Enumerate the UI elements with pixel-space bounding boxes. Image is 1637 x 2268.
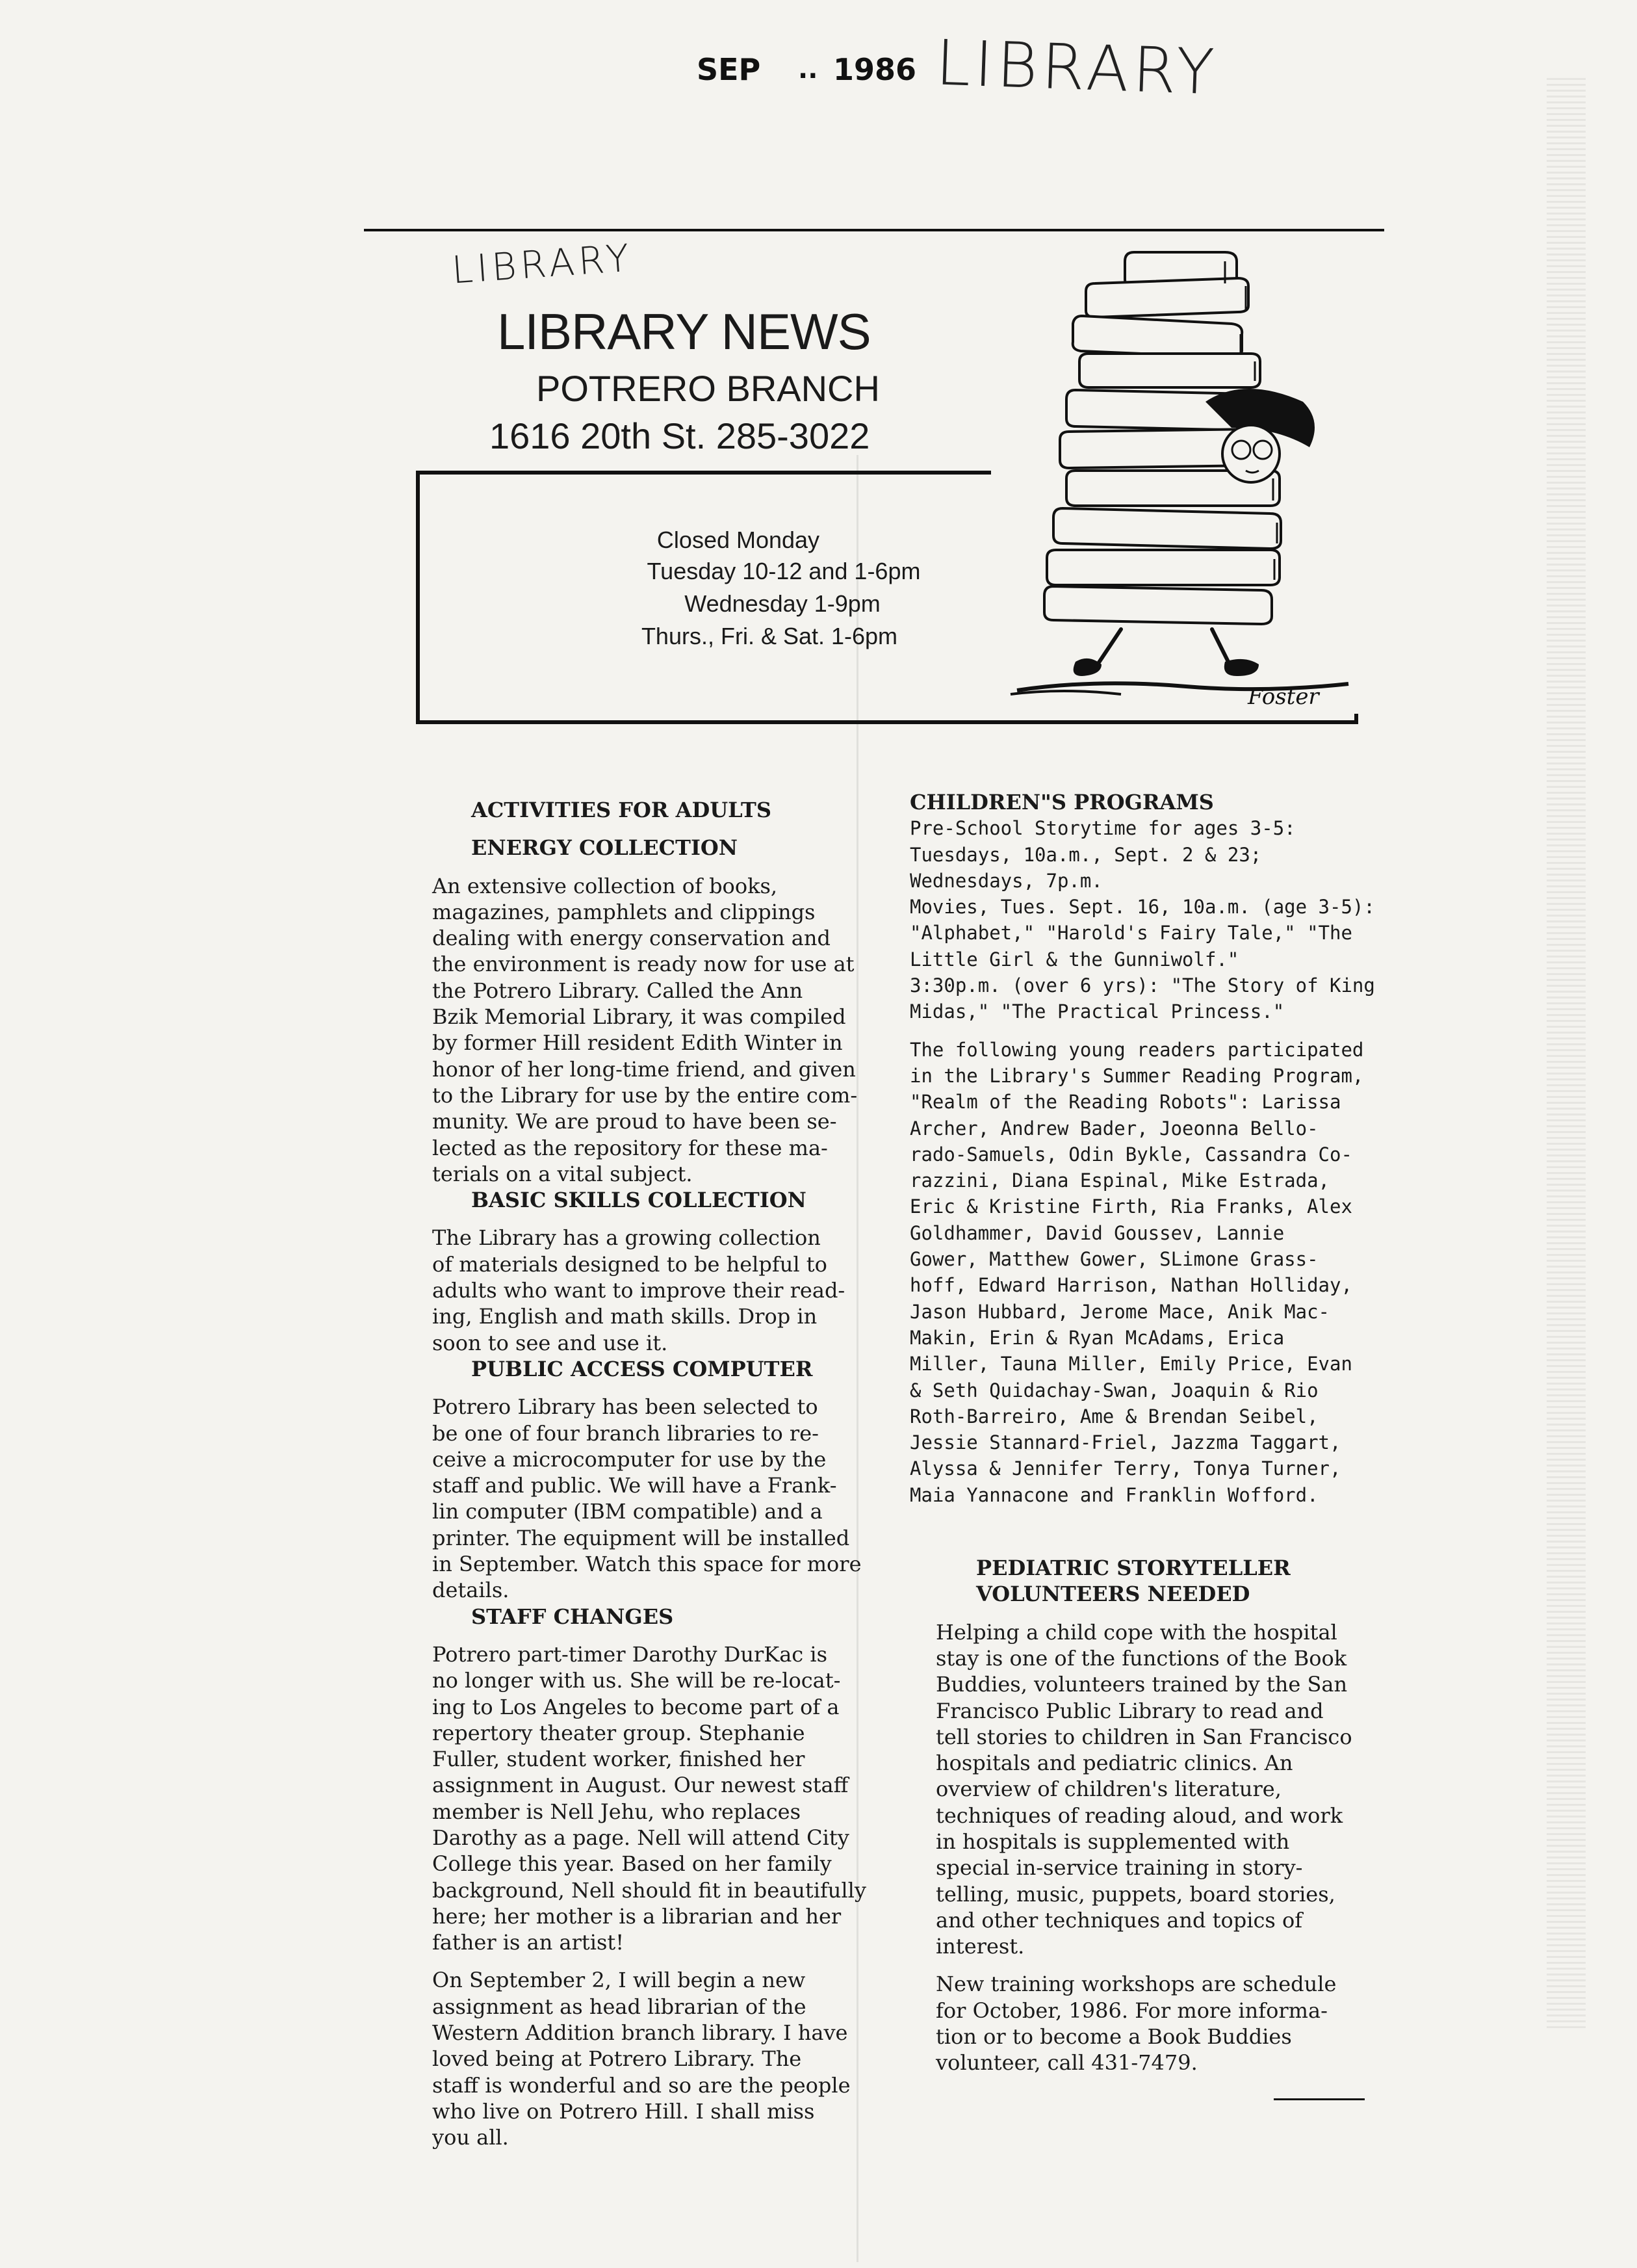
- heading-volunteers-needed: VOLUNTEERS NEEDED: [976, 1582, 1250, 1607]
- end-rule: [1274, 2098, 1365, 2100]
- text-line: background, Nell should fit in beautifully: [432, 1877, 866, 1903]
- text-line: Darothy as a page. Nell will attend City: [432, 1825, 849, 1850]
- date-stamp-year: 1986: [833, 52, 917, 87]
- stack-of-books-cartoon-icon: [991, 246, 1368, 714]
- text-line: 3:30p.m. (over 6 yrs): "The Story of King: [910, 974, 1375, 997]
- artist-signature: Foster: [1248, 684, 1319, 710]
- text-line: Eric & Kristine Firth, Ria Franks, Alex: [910, 1195, 1352, 1218]
- text-line: and other techniques and topics of: [936, 1907, 1303, 1933]
- handwritten-library-label: LIBRARY: [935, 26, 1220, 109]
- handwritten-library-note: LIBRARY: [450, 235, 635, 293]
- text-line: staff and public. We will have a Frank-: [432, 1473, 837, 1498]
- text-line: assignment in August. Our newest staff: [432, 1773, 849, 1798]
- text-line: in the Library's Summer Reading Program,: [910, 1064, 1364, 1087]
- text-line: special in-service training in story-: [936, 1855, 1303, 1881]
- text-line: Francisco Public Library to read and: [936, 1698, 1324, 1723]
- hours-line: Wednesday 1-9pm: [684, 590, 881, 617]
- text-line: Miller, Tauna Miller, Emily Price, Evan: [910, 1353, 1352, 1375]
- public-computer-body: [432, 1394, 900, 1603]
- text-line: telling, music, puppets, board stories,: [936, 1881, 1335, 1907]
- text-line: The Library has a growing collection: [432, 1225, 821, 1251]
- text-line: tell stories to children in San Francisco: [936, 1724, 1352, 1749]
- date-stamp-dots: ..: [798, 55, 818, 85]
- text-line: Archer, Andrew Bader, Joeonna Bello-: [910, 1117, 1319, 1140]
- text-line: techniques of reading aloud, and work: [936, 1803, 1343, 1828]
- text-line: of materials designed to be helpful to: [432, 1251, 827, 1277]
- heading-staff-changes: STAFF CHANGES: [471, 1604, 674, 1629]
- text-line: Buddies, volunteers trained by the San: [936, 1672, 1348, 1697]
- pediatric-storyteller-body: [910, 1619, 1423, 2076]
- text-line: overview of children's literature,: [936, 1777, 1282, 1802]
- text-line: soon to see and use it.: [432, 1330, 668, 1355]
- text-line: member is Nell Jehu, who replaces: [432, 1799, 801, 1824]
- childrens-programs-body: [910, 815, 1423, 1508]
- heading-pediatric-storyteller: PEDIATRIC STORYTELLER: [976, 1556, 1291, 1581]
- text-line: razzini, Diana Espinal, Mike Estrada,: [910, 1169, 1330, 1192]
- text-line: hoff, Edward Harrison, Nathan Holliday,: [910, 1274, 1352, 1297]
- section-heading-adults: ACTIVITIES FOR ADULTS: [471, 798, 771, 822]
- text-line: the Potrero Library. Called the Ann: [432, 978, 803, 1003]
- scan-edge-noise: [1547, 78, 1586, 2028]
- text-line: father is an artist!: [432, 1930, 625, 1955]
- text-line: for October, 1986. For more informa-: [936, 1998, 1328, 2023]
- text-line: & Seth Quidachay-Swan, Joaquin & Rio: [910, 1379, 1319, 1401]
- text-line: tion or to become a Book Buddies: [936, 2024, 1292, 2050]
- text-line: Roth-Barreiro, Ame & Brendan Seibel,: [910, 1405, 1319, 1427]
- text-line: in September. Watch this space for more: [432, 1552, 862, 1577]
- energy-collection-body: [432, 873, 900, 1188]
- text-line: who live on Potrero Hill. I shall miss: [432, 2098, 815, 2124]
- text-line: Little Girl & the Gunniwolf.": [910, 948, 1239, 971]
- text-line: Helping a child cope with the hospital: [936, 1619, 1337, 1645]
- staff-changes-body: [432, 1641, 900, 1956]
- masthead-top-rule: [364, 229, 1384, 231]
- date-stamp-month: SEP: [697, 52, 761, 87]
- text-line: repertory theater group. Stephanie: [432, 1720, 805, 1745]
- text-line: here; her mother is a librarian and her: [432, 1903, 842, 1929]
- text-line: loved being at Potrero Library. The: [432, 2046, 802, 2072]
- text-line: printer. The equipment will be installed: [432, 1525, 850, 1550]
- heading-basic-skills: BASIC SKILLS COLLECTION: [471, 1188, 806, 1213]
- text-line: honor of her long-time friend, and given: [432, 1056, 856, 1082]
- text-line: hospitals and pediatric clinics. An: [936, 1751, 1293, 1776]
- text-line: rado-Samuels, Odin Bykle, Cassandra Co-: [910, 1143, 1352, 1166]
- text-line: adults who want to improve their read-: [432, 1278, 845, 1303]
- text-line: Maia Yannacone and Franklin Wofford.: [910, 1483, 1319, 1506]
- text-line: ing to Los Angeles to become part of a: [432, 1694, 840, 1719]
- text-line: munity. We are proud to have been se-: [432, 1109, 837, 1134]
- text-line: Alyssa & Jennifer Terry, Tonya Turner,: [910, 1457, 1341, 1480]
- text-line: Midas," "The Practical Princess.": [910, 1000, 1285, 1023]
- text-line: New training workshops are schedule: [936, 1972, 1337, 1997]
- heading-childrens-programs: CHILDREN"S PROGRAMS: [910, 790, 1214, 815]
- text-line: An extensive collection of books,: [432, 873, 778, 898]
- masthead-address: 1616 20th St. 285-3022: [489, 415, 870, 456]
- text-line: "Realm of the Reading Robots": Larissa: [910, 1091, 1341, 1114]
- text-line: assignment as head librarian of the: [432, 1994, 806, 2019]
- text-line: no longer with us. She will be re-locat-: [432, 1668, 841, 1693]
- text-line: by former Hill resident Edith Winter in: [432, 1030, 843, 1056]
- text-line: the environment is ready now for use at: [432, 952, 855, 977]
- text-line: Western Addition branch library. I have: [432, 2020, 848, 2046]
- text-line: Makin, Erin & Ryan McAdams, Erica: [910, 1326, 1285, 1349]
- basic-skills-body: [432, 1225, 900, 1355]
- text-line: Goldhammer, David Goussev, Lannie: [910, 1221, 1285, 1244]
- text-line: Pre-School Storytime for ages 3-5:: [910, 817, 1296, 840]
- text-line: College this year. Based on her family: [432, 1851, 832, 1877]
- hours-line: Thurs., Fri. & Sat. 1-6pm: [641, 623, 898, 649]
- text-line: Potrero Library has been selected to: [432, 1394, 818, 1420]
- text-line: interest.: [936, 1934, 1025, 1959]
- text-line: Fuller, student worker, finished her: [432, 1747, 805, 1772]
- text-line: you all.: [432, 2125, 509, 2150]
- text-line: lected as the repository for these ma-: [432, 1135, 828, 1160]
- right-column: [910, 789, 1423, 2076]
- text-line: Jessie Stannard-Friel, Jazzma Taggart,: [910, 1431, 1341, 1454]
- text-line: be one of four branch libraries to re-: [432, 1420, 819, 1446]
- text-line: "Alphabet," "Harold's Fairy Tale," "The: [910, 922, 1352, 945]
- text-line: Gower, Matthew Gower, SLimone Grass-: [910, 1248, 1319, 1271]
- left-column: [432, 797, 900, 2150]
- text-line: volunteer, call 431-7479.: [936, 2050, 1198, 2076]
- text-line: details.: [432, 1578, 509, 1603]
- text-line: Jason Hubbard, Jerome Mace, Anik Mac-: [910, 1300, 1330, 1323]
- text-line: staff is wonderful and so are the people: [432, 2072, 851, 2098]
- hours-line: Closed Monday: [656, 527, 820, 553]
- text-line: in hospitals is supplemented with: [936, 1829, 1290, 1854]
- text-line: Wednesdays, 7p.m.: [910, 869, 1103, 892]
- masthead-title: LIBRARY NEWS: [497, 303, 871, 360]
- text-line: stay is one of the functions of the Book: [936, 1645, 1347, 1671]
- text-line: On September 2, I will begin a new: [432, 1968, 806, 1993]
- text-line: Potrero part-timer Darothy DurKac is: [432, 1641, 828, 1667]
- text-line: ing, English and math skills. Drop in: [432, 1304, 818, 1329]
- heading-energy-collection: ENERGY COLLECTION: [471, 835, 738, 861]
- text-line: Movies, Tues. Sept. 16, 10a.m. (age 3-5):: [910, 896, 1375, 919]
- text-line: to the Library for use by the entire com-: [432, 1082, 858, 1108]
- text-line: The following young readers participated: [910, 1038, 1364, 1061]
- text-line: terials on a vital subject.: [432, 1161, 693, 1186]
- text-line: dealing with energy conservation and: [432, 926, 831, 951]
- heading-public-access-computer: PUBLIC ACCESS COMPUTER: [471, 1356, 813, 1381]
- text-line: magazines, pamphlets and clippings: [432, 899, 816, 924]
- farewell-body: [432, 1967, 900, 2150]
- masthead-branch: POTRERO BRANCH: [536, 368, 880, 409]
- text-line: Tuesdays, 10a.m., Sept. 2 & 23;: [910, 843, 1262, 866]
- text-line: Bzik Memorial Library, it was compiled: [432, 1004, 846, 1030]
- text-line: lin computer (IBM compatible) and a: [432, 1499, 823, 1524]
- hours-line: Tuesday 10-12 and 1-6pm: [647, 558, 921, 584]
- text-line: ceive a microcomputer for use by the: [432, 1446, 827, 1472]
